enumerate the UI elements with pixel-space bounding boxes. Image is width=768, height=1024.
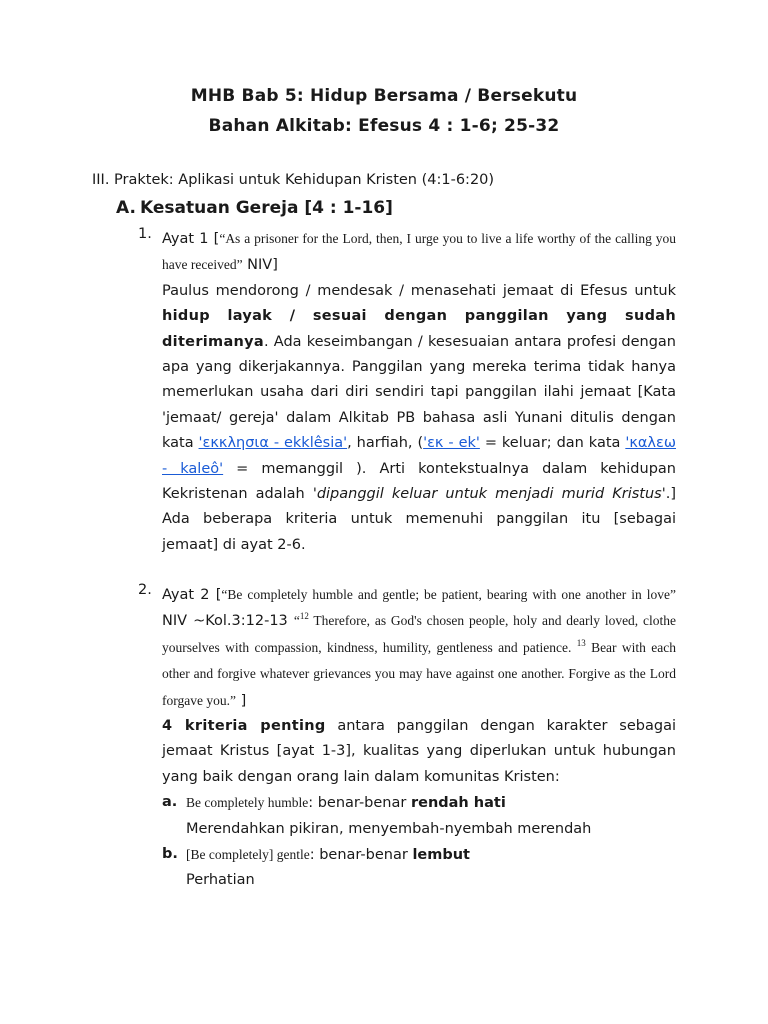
bracket: ] [235, 692, 247, 709]
verse-number: 12 [299, 611, 309, 622]
item-number: 1. [138, 226, 152, 242]
bold-text: hidup layak / sesuai dengan panggilan yang sudah diterimanya [162, 308, 676, 350]
list-item-1 [138, 226, 676, 558]
item-number: 2. [138, 582, 152, 598]
text: '.] Ada beberapa kriteria untuk memenuhi panggilan itu [sebagai jemaat] di ayat 2-6. [162, 486, 676, 553]
text: = keluar; dan kata [479, 435, 626, 452]
text: Paulus mendorong / mendesak / menasehati jemaat di Efesus untuk [162, 282, 676, 299]
verse-text: Bear with each other and forgive whatever grievances you may have against one another. Forgive as the Lord forgave you. [162, 639, 676, 708]
bold-text: lembut [412, 847, 470, 864]
bold-text: 4 kriteria penting [162, 718, 326, 735]
quote-close: ” [236, 257, 243, 273]
criteria-letter: b. [162, 846, 178, 863]
text: = memanggil ). Arti kontekstualnya dalam kehidupan Kekristenan adalah ' [162, 460, 676, 503]
quote-open: “ [219, 231, 226, 246]
list-item-2 [138, 582, 676, 894]
verse-text: Be completely humble and gentle; be patient, bearing with one another in love [227, 587, 671, 602]
link-kaleo[interactable]: 'καλεω - kaleô' [162, 435, 676, 477]
text: , harfiah, ( [347, 435, 424, 452]
criteria-item-a [162, 790, 676, 842]
verse-text: As a prisoner for the Lord, then, I urge you to live a life worthy of the calling you have received [162, 231, 677, 273]
criteria-english: [Be completely] gentle [186, 847, 310, 863]
criteria-english: Be completely humble [186, 795, 309, 811]
criteria-description: Perhatian [186, 872, 255, 889]
verse-quote [162, 226, 676, 279]
link-ekklesia[interactable]: 'εκκλησια - ekklêsia' [198, 435, 348, 452]
page-title: MHB Bab 5: Hidup Bersama / Bersekutu [190, 86, 578, 106]
paragraph [162, 279, 676, 558]
version-label: NIV] [242, 257, 278, 274]
italic-text: dipanggil keluar untuk menjadi murid Kristus [316, 486, 662, 503]
subsection-letter: A. [116, 198, 136, 218]
subsection-title: Kesatuan Gereja [4 : 1-16] [140, 198, 393, 218]
text: : benar-benar [308, 795, 411, 812]
text: : benar-benar [309, 847, 413, 864]
quote-open: “ [293, 613, 300, 629]
bold-text: rendah hati [410, 795, 506, 812]
quote-close: ” [670, 587, 677, 602]
quote-close: ” [229, 692, 236, 708]
reference-label: NIV ~Kol.3:12-13 [162, 613, 294, 630]
section-heading: III. Praktek: Aplikasi untuk Kehidupan Kristen (4:1-6:20) [92, 172, 495, 188]
verse-quote [162, 582, 676, 714]
criteria-description: Merendahkan pikiran, menyembah-nyembah merendah [186, 820, 592, 837]
ayat-label: Ayat 1 [ [162, 231, 220, 247]
criteria-letter: a. [162, 794, 178, 811]
subsection-heading [116, 198, 393, 218]
page-subtitle: Bahan Alkitab: Efesus 4 : 1-6; 25-32 [208, 116, 560, 136]
ayat-label: Ayat 2 [ [162, 587, 222, 603]
text: antara panggilan dengan karakter sebagai jemaat Kristus [ayat 1-3], kualitas yang diperlukan untuk hubungan yang baik dengan orang lain dalam komunitas Kristen: [162, 718, 676, 785]
verse-text: Therefore, as God's chosen people, holy and dearly loved, clothe yourselves with compassion, kindness, humility, gentleness and patience. [162, 613, 676, 655]
quote-open: “ [221, 587, 228, 602]
criteria-item-b [162, 842, 676, 894]
text: . Ada keseimbangan / kesesuaian antara profesi dengan apa yang dikerjakannya. Panggilan yang mereka terima tidak hanya memerlukan usaha dari diri sendiri tapi panggilan ilahi jemaat [Kata 'jemaat/ gereja' dalam Alkitab PB bahasa asli Yunani ditulis dengan kata [162, 333, 676, 452]
paragraph [162, 714, 676, 790]
verse-number: 13 [576, 637, 586, 648]
link-ek[interactable]: 'εκ - ek' [423, 435, 480, 452]
